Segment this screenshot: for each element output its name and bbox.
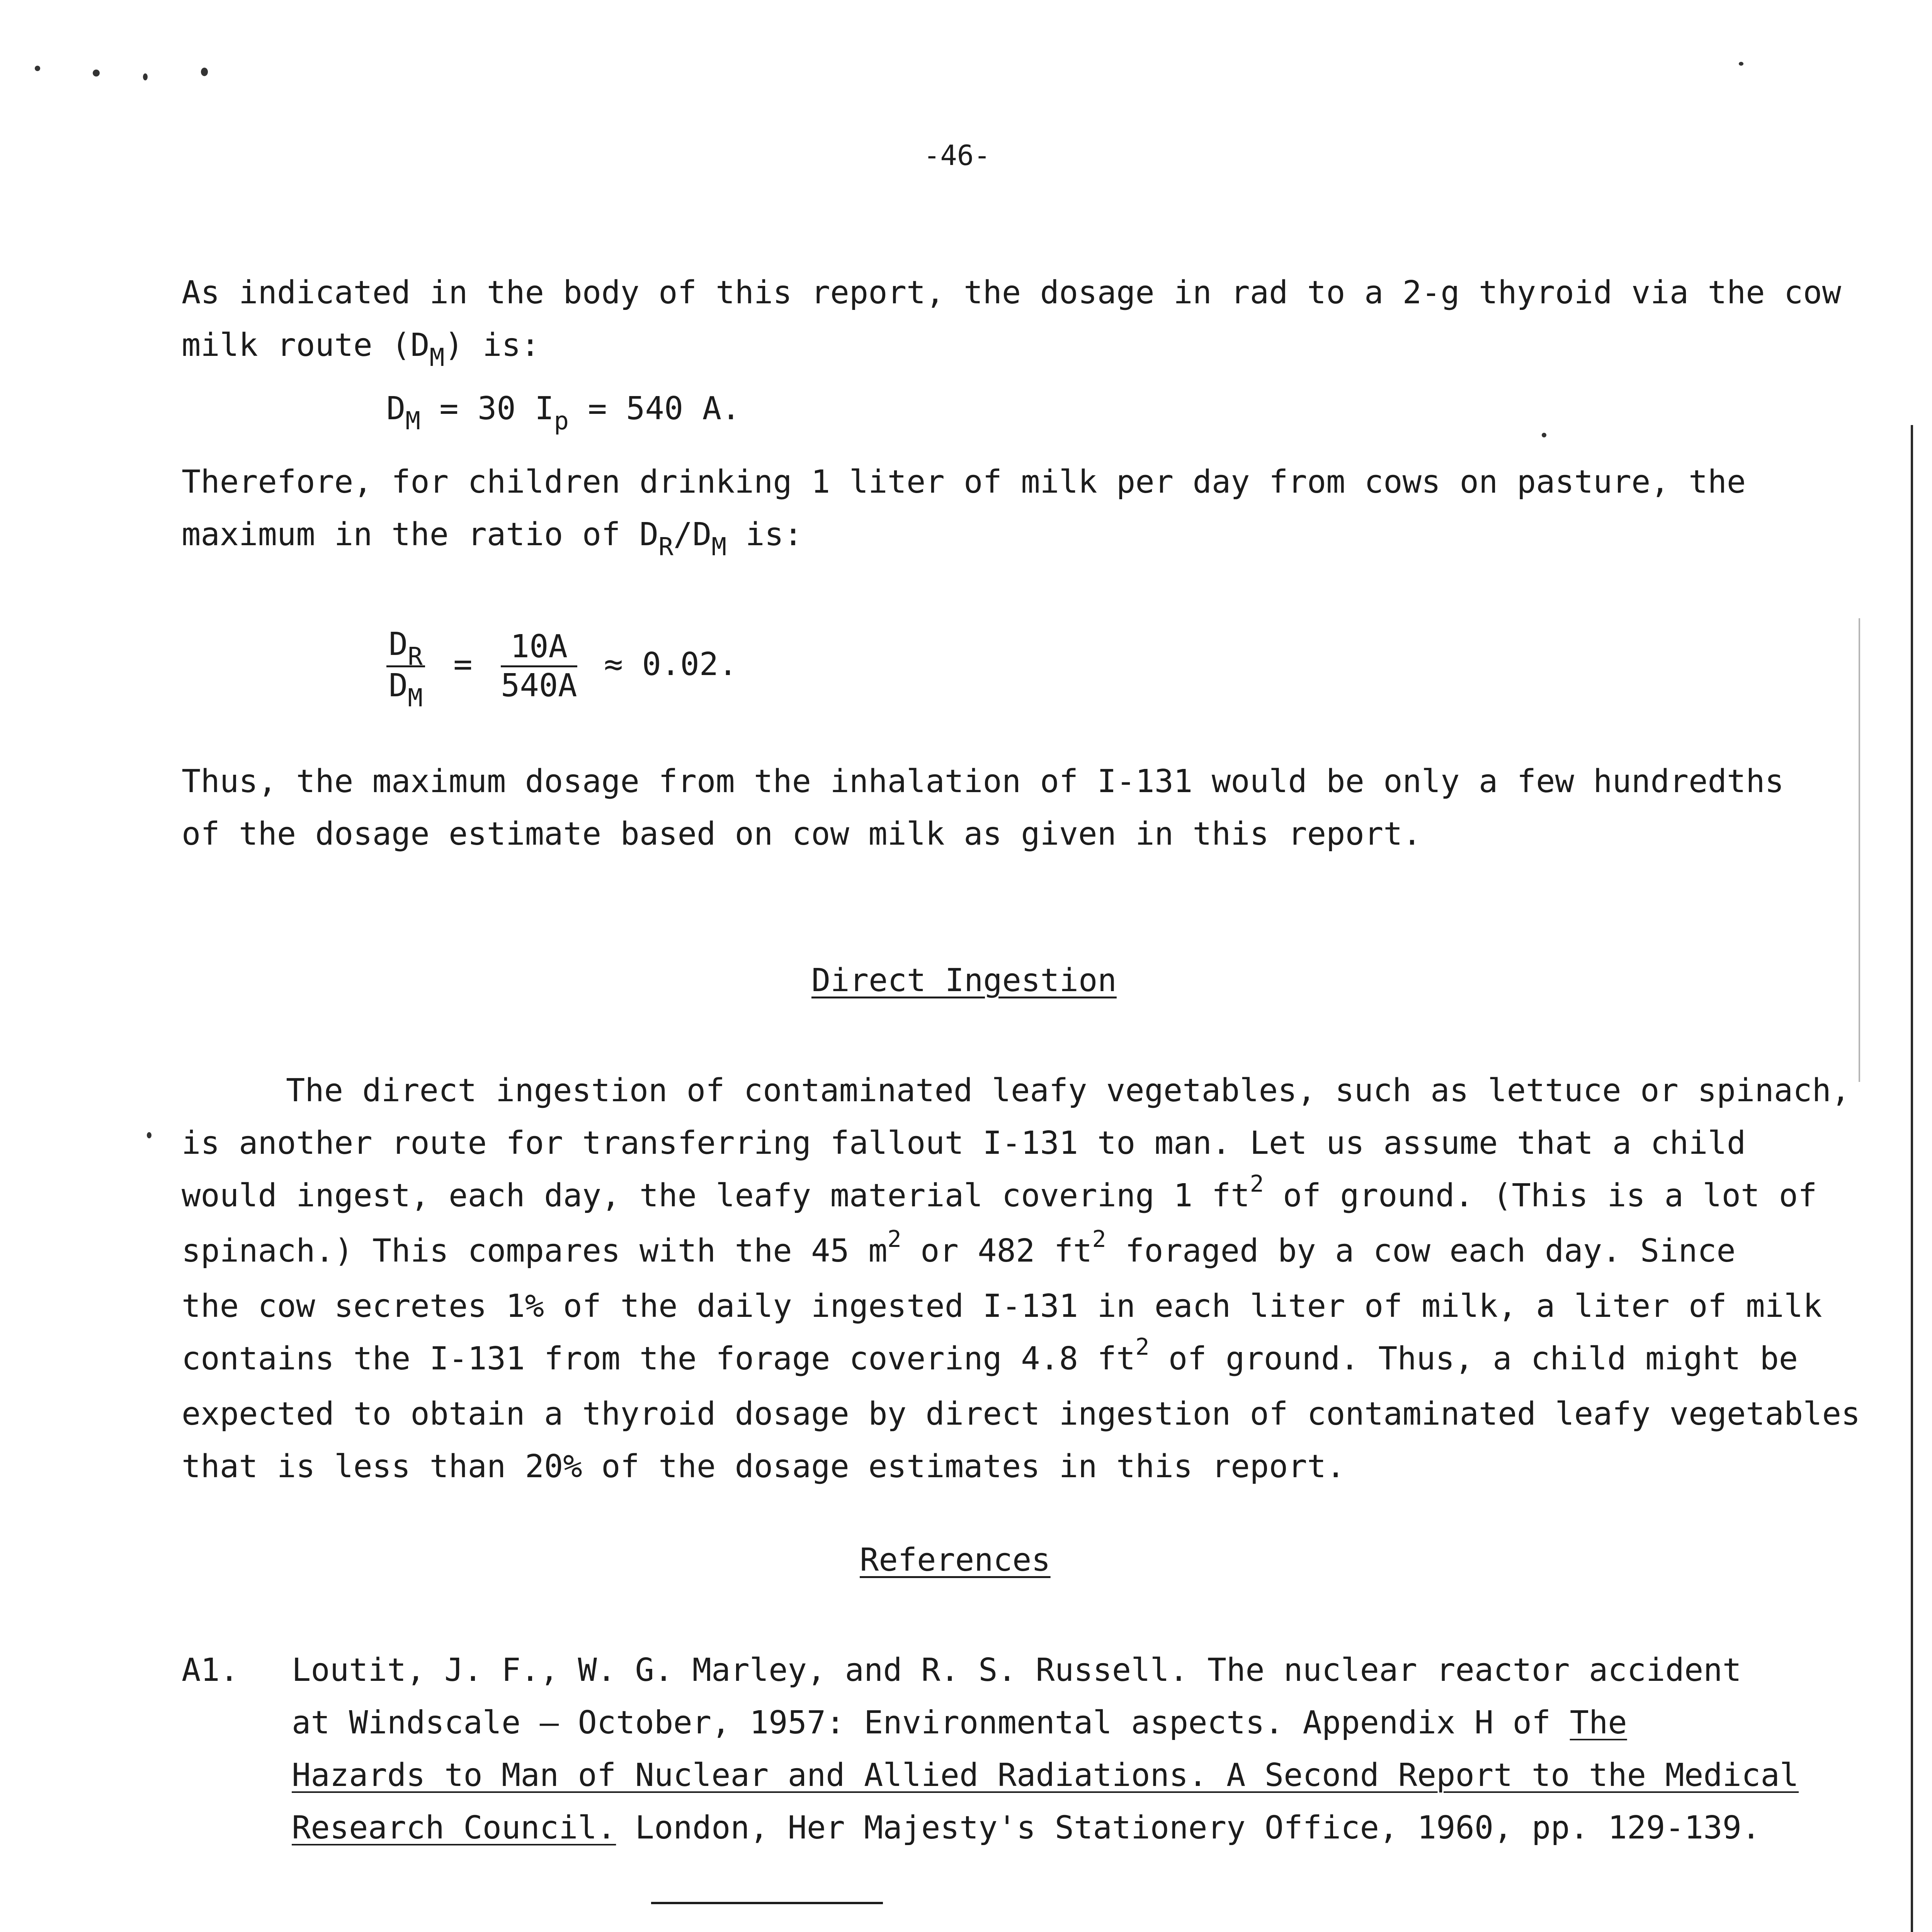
ratio-denominator	[386, 667, 425, 713]
scan-speck	[35, 66, 40, 71]
eq1-lhs: D	[386, 390, 406, 427]
direct-line-3-text: would ingest, each day, the leafy material covering 1 ft	[182, 1177, 1250, 1214]
ratio-subscript-m: M	[711, 533, 727, 561]
reference-a1-line-3: Hazards to Man of Nuclear and Allied Radiations. A Second Report to the Medical	[292, 1757, 1799, 1794]
direct-line-7: expected to obtain a thyroid dosage by direct ingestion of contaminated leafy vegetables	[182, 1396, 1861, 1432]
scan-speck	[201, 68, 208, 76]
conclusion-line-1: Thus, the maximum dosage from the inhalation of I-131 would be only a few hundredths	[182, 763, 1784, 800]
den-subscript: M	[408, 684, 423, 713]
ratio-line-1: Therefore, for children drinking 1 liter of milk per day from cows on pasture, the	[182, 464, 1746, 500]
fraction-numerator: 10A	[501, 628, 577, 667]
direct-ingestion-paragraph	[182, 1065, 1861, 1493]
intro-line-2-subscript: M	[429, 344, 445, 372]
ratio-line-2-end: is:	[726, 516, 803, 553]
conclusion-line-2: of the dosage estimate based on cow milk as given in this report.	[182, 816, 1422, 852]
reference-a1-publisher: London, Her Majesty's Stationery Office, 1960, pp. 129-139.	[616, 1810, 1761, 1846]
eq1-mid-subscript: p	[554, 407, 569, 435]
intro-line-1: As indicated in the body of this report, the dosage in rad to a 2-g thyroid via the cow	[182, 274, 1842, 311]
eq1-rhs: = 540 A.	[569, 390, 741, 427]
direct-line-6-superscript: 2	[1135, 1333, 1150, 1361]
ratio-result: ≈ 0.02.	[604, 646, 738, 683]
direct-line-4-text: spinach.) This compares with the 45 m	[182, 1233, 888, 1269]
scan-speck	[143, 73, 148, 80]
ratio-subscript-r: R	[658, 533, 673, 561]
reference-a1-line-4	[292, 1802, 1760, 1854]
direct-line-6	[182, 1333, 1798, 1388]
intro-line-2	[182, 319, 1750, 374]
reference-a1-title-end: Research Council.	[292, 1810, 616, 1846]
num-subscript: R	[408, 643, 423, 671]
references-heading: References	[860, 1542, 1051, 1578]
ratio-fraction-left	[386, 626, 425, 713]
reference-a1-line-2-text: at Windscale — October, 1957: Environmental aspects. Appendix H of	[292, 1704, 1570, 1741]
reference-a1	[292, 1644, 1799, 1854]
dosage-equation	[386, 390, 741, 435]
intro-paragraph	[182, 267, 1842, 374]
direct-line-6-end: of ground. Thus, a child might be	[1149, 1340, 1798, 1377]
ratio-numerator	[386, 626, 425, 671]
direct-line-1: The direct ingestion of contaminated leafy vegetables, such as lettuce or spinach,	[286, 1072, 1850, 1109]
direct-line-3-end: of ground. (This is a lot of	[1264, 1177, 1817, 1214]
direct-line-6-text: contains the I-131 from the forage covering 4.8 ft	[182, 1340, 1136, 1377]
reference-a1-line-2	[292, 1697, 1760, 1749]
direct-line-4-mid: or 482 ft	[901, 1233, 1092, 1269]
direct-line-3-superscript: 2	[1250, 1170, 1264, 1197]
page-number: -46-	[923, 139, 991, 172]
ratio-slash: /D	[673, 516, 712, 553]
direct-line-3	[182, 1170, 1817, 1225]
direct-line-4	[182, 1225, 1750, 1280]
direct-line-5: the cow secretes 1% of the daily ingested I-131 in each liter of milk, a liter of milk	[182, 1288, 1822, 1325]
intro-line-2-text: milk route (D	[182, 327, 430, 364]
direct-line-2: is another route for transferring fallout I-131 to man. Let us assume that a child	[182, 1125, 1746, 1162]
scan-edge-line	[1911, 425, 1913, 1932]
ratio-paragraph	[182, 456, 1750, 563]
scan-speck	[93, 70, 100, 77]
eq1-mid: = 30 I	[420, 390, 554, 427]
reference-label-a1: A1.	[182, 1652, 239, 1689]
direct-line-4-superscript-1: 2	[887, 1226, 901, 1253]
direct-line-4-superscript-2: 2	[1092, 1226, 1106, 1253]
scan-speck	[1542, 433, 1546, 437]
ratio-equation	[386, 626, 738, 713]
direct-line-4-end: foraged by a cow each day. Since	[1106, 1233, 1736, 1269]
den-letter: D	[389, 667, 408, 704]
ratio-equals: =	[453, 646, 473, 683]
scan-speck	[147, 1132, 151, 1138]
direct-ingestion-heading: Direct Ingestion	[811, 962, 1117, 999]
scan-noise-band	[1859, 618, 1860, 1082]
scan-speck	[1739, 62, 1743, 66]
footnote-rule	[651, 1902, 883, 1904]
eq1-lhs-subscript: M	[405, 407, 420, 435]
direct-line-8: that is less than 20% of the dosage estimates in this report.	[182, 1448, 1345, 1485]
intro-line-2-end: ) is:	[444, 327, 540, 364]
conclusion-paragraph	[182, 755, 1784, 861]
reference-a1-line-1: Loutit, J. F., W. G. Marley, and R. S. Russell. The nuclear reactor accident	[292, 1652, 1742, 1689]
ratio-fraction-right	[501, 628, 577, 704]
ratio-line-2-text: maximum in the ratio of D	[182, 516, 659, 553]
num-letter: D	[389, 626, 408, 663]
reference-a1-title-start: The	[1570, 1704, 1627, 1741]
fraction-denominator: 540A	[501, 667, 577, 704]
ratio-line-2	[182, 509, 1750, 563]
